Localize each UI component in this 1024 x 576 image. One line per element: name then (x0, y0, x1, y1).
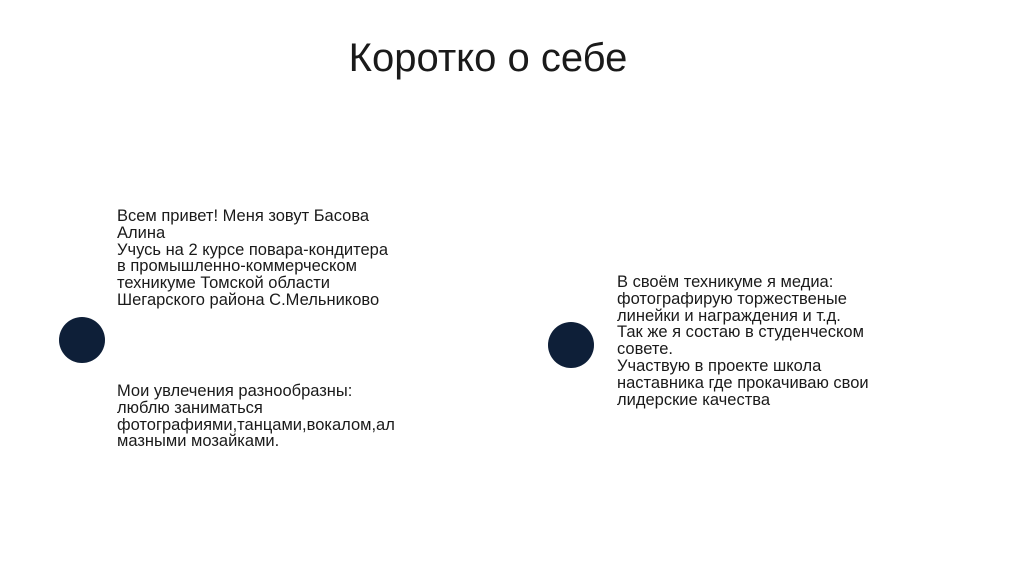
media-text-block (617, 274, 937, 408)
hobbies-text-block (117, 383, 452, 450)
slide-title: Коротко о себе (348, 36, 628, 80)
media-paragraph: В своём техникуме я медиа: фотографирую торжественые линейки и награждения и т.д. Так же я состаю в студенческом совете. Участвую в проекте школа наставника где прокачиваю свои лидерские качества (617, 273, 869, 409)
bullet-circle-right (548, 322, 594, 368)
intro-paragraph: Всем привет! Меня зовут Басова Алина Учусь на 2 курсе повара-кондитера в промышленно-коммерческом техникуме Томской области Шегарского района С.Мельниково (117, 207, 389, 309)
bullet-circle-left (59, 317, 105, 363)
hobbies-paragraph: Мои увлечения разнообразны: люблю заниматься фотографиями,танцами,вокалом,ал мазными мозайками. (117, 382, 395, 451)
intro-text-block (117, 208, 447, 309)
